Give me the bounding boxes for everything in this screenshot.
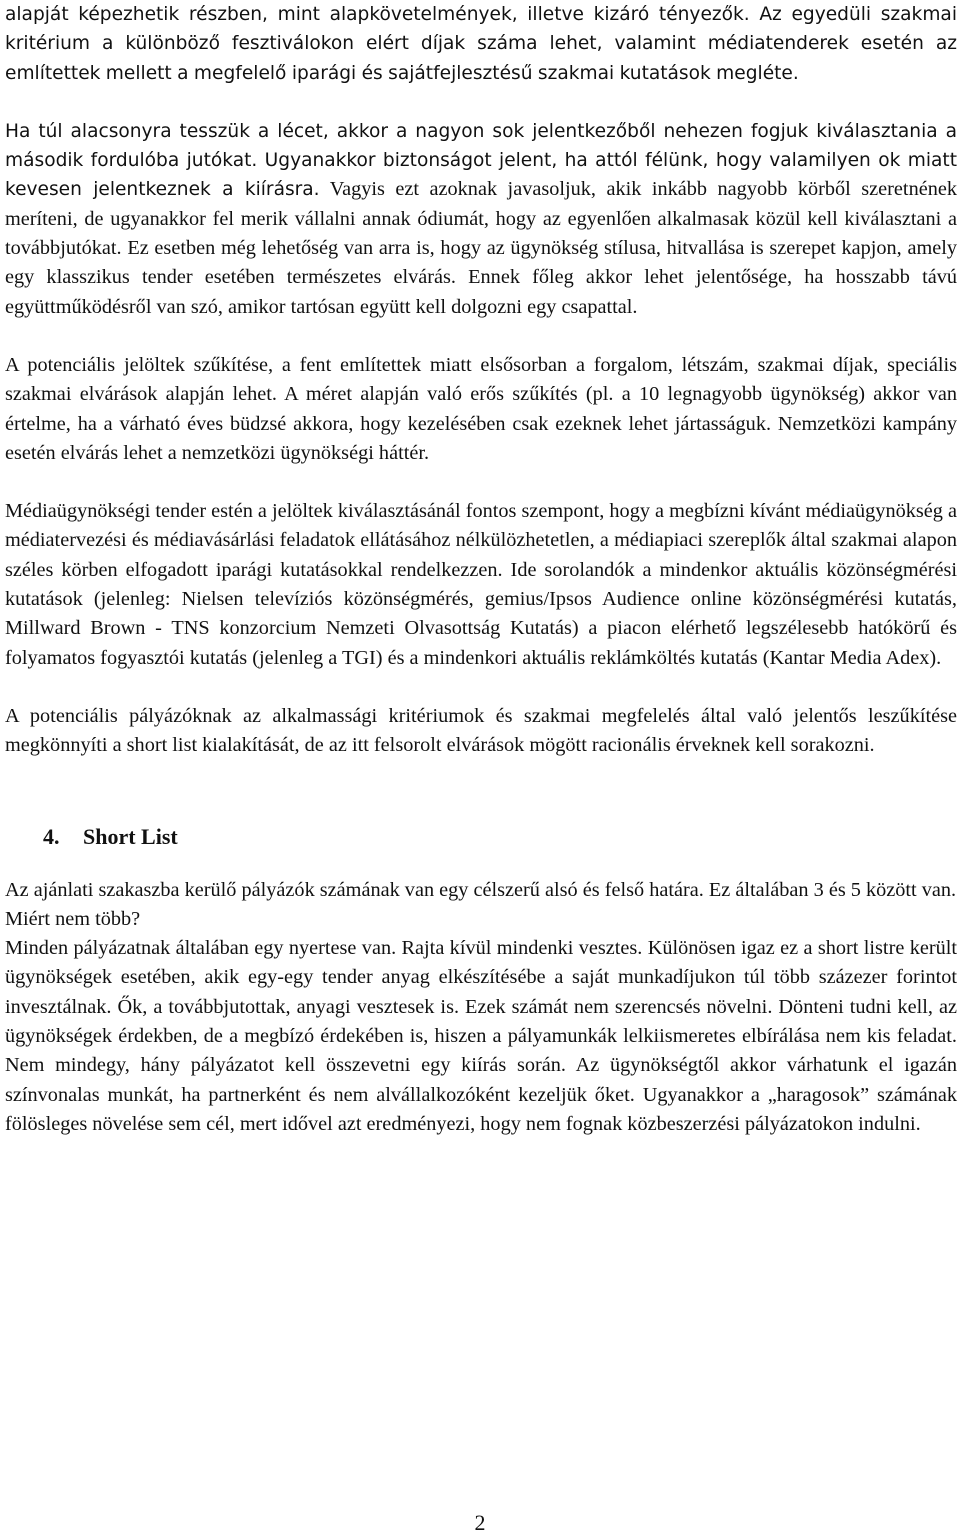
paragraph-threshold-sans: Ha túl alacsonyra tesszük a lécet, akkor a nagyon sok jelentkezőből nehezen fogjuk kiválasztania a második fordulóba jutókat. Ugyanakkor biztonságot jelent, ha attól félünk, hogy valamilyen ok miatt kevesen jelentkeznek a kiírásra. (5, 120, 957, 201)
paragraph-threshold (5, 117, 957, 322)
section-heading (5, 820, 957, 854)
paragraph-short-list-size: Az ajánlati szakaszba kerülő pályázók számának van egy célszerű alsó és felső határa. Ez általában 3 és 5 között van. (5, 878, 957, 901)
section-number: 4. (43, 823, 60, 849)
question-line: Miért nem több? (5, 907, 141, 930)
page-number: 2 (474, 1510, 486, 1535)
paragraph-threshold-serif: Vagyis ezt azoknak javasoljuk, akik inkább nagyobb körből szeretnének meríteni, de ugyanakkor fel merik vállalni annak ódiumát, hogy az egyenlően alkalmasak közül kell kiválasztani a továbbjutókat. Ez esetben még lehetőség van arra is, hogy az ügynökség stílusa, hitvallása is szerepet kapjon, amely egy klasszikus tender esetében természetes elvárás. Ennek főleg akkor lehet jelentősége, ha hosszabb távú együttműködésről van szó, amikor tartósan együtt kell dolgozni egy csapattal. (5, 178, 957, 318)
paragraph-short-list-rationale: A potenciális pályázóknak az alkalmassági kritériumok és szakmai megfelelés által való jelentős leszűkítése megkönnyíti a short list kialakítását, de az itt felsorolt elvárások mögött racionális érveknek kell sorakozni. (5, 704, 957, 757)
paragraph-award-criteria: alapját képezhetik részben, mint alapkövetelmények, illetve kizáró tényezők. Az egyedüli szakmai kritérium a különböző fesztiválokon elért díjak száma lehet, valamint médiatenderek esetén az említettek mellett a megfelelő iparági és sajátfejlesztésű szakmai kutatások megléte. (5, 4, 957, 84)
paragraph-candidate-narrowing: A potenciális jelöltek szűkítése, a fent említettek miatt elsősorban a forgalom, létszám, szakmai díjak, speciális szakmai elvárások alapján lehet. A méret alapján való erős szűkítés (pl. a 10 legnagyobb ügynökség) akkor van értelme, ha a várható éves büdzsé akkora, hogy kezelésében csak ezeknek lehet jártasságuk. Nemzetközi kampány esetén elvárás lehet a nemzetközi ügynökségi háttér. (5, 353, 957, 464)
section-title: Short List (83, 823, 178, 849)
paragraph-media-agency-tender: Médiaügynökségi tender estén a jelöltek kiválasztásánál fontos szempont, hogy a megbízni kívánt médiaügynökség a médiatervezési és médiavásárlási feladatok ellátásához nélkülözhetetlen, a médiapiaci szereplők által szakmai alapon széles körben elfogadott iparági kutatásokkal rendelkezzen. Ide sorolandók a mindenkor aktuális közönségmérési kutatások (jelenleg: Nielsen televíziós közönségmérés, gemius/Ipsos Audience online közönségmérési kutatás, Millward Brown - TNS konzorcium Nemzeti Olvasottság Kutatás) a piacon elérhető legszélesebb hatókörű és folyamatos fogyasztói kutatás (jelenleg a TGI) és a mindenkori aktuális reklámköltés kutatás (Kantar Media Adex). (5, 500, 957, 669)
document-page (5, 0, 957, 1139)
paragraph-short-list-reasons: Minden pályázatnak általában egy nyertese van. Rajta kívül mindenki vesztes. Különösen igaz ez a short listre került ügynökségek esetében, akik egy-egy tender anyag elkészítésébe a saját munkadíjukon túl több százezer forintot invesztálnak. Ők, a továbbjutottak, anyagi vesztesek is. Ezek számát nem szerencsés növelni. Dönteni tudni kell, az ügynökségek érdekben, de a megbízó érdekében is, hiszen a pályamunkák lelkiismeretes elbírálása nem kis feladat. Nem mindegy, hány pályázatot kell összevetni egy kiírás során. Az ügynökségtől akkor várhatunk el igazán színvonalas munkát, ha partnerként és nem alvállalkozóként kezeljük őket. Ugyanakkor a „haragosok” számának fölösleges növelése sem cél, mert idővel azt eredményezi, hogy nem fognak közbeszerzési pályázatokon indulni. (5, 937, 957, 1135)
